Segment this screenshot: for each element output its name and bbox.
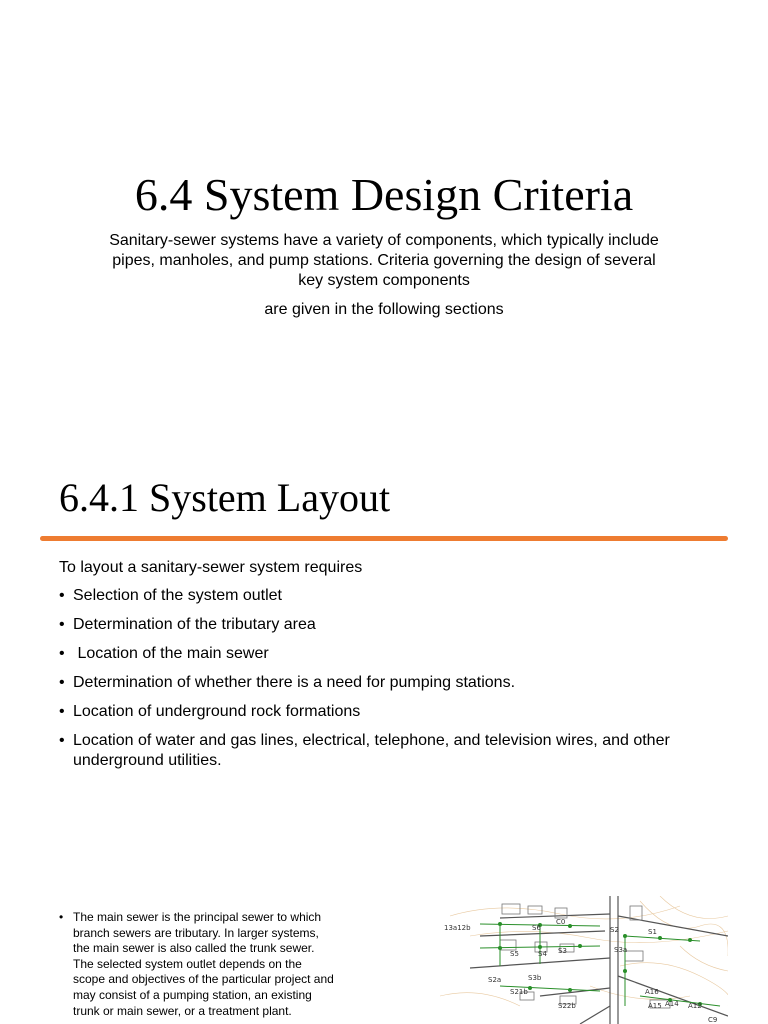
map-label: S3b (528, 974, 542, 982)
map-label: A12 (688, 1002, 702, 1010)
map-label: A15 (648, 1002, 662, 1010)
title-underline (40, 536, 728, 541)
map-label: C0 (556, 918, 566, 926)
list-item: • The main sewer is the principal sewer to which branch sewers are tributary. In larger systems, the main sewer is also called the trunk sewer. The selected system outlet depends on the scope and objectives of the particular project and may consist of a pumping station, an existing trunk or main sewer, or a treatment plant. (59, 910, 334, 1019)
map-label: S5 (510, 950, 519, 958)
map-label: A16 (645, 988, 659, 996)
map-label: S3a (614, 946, 628, 954)
contour-lines (440, 896, 728, 1006)
list-item: • Determination of the tributary area (59, 615, 699, 635)
map-label: A14 (665, 1000, 679, 1008)
list-item: • Determination of whether there is a need for pumping stations. (59, 673, 699, 693)
intro-text: To layout a sanitary-sewer system requires (59, 559, 363, 576)
map-label: S2a (488, 976, 502, 984)
subtitle-line-2: are given in the following sections (264, 301, 504, 318)
slide-title: 6.4 System Design Criteria (134, 169, 634, 220)
list-item: • Selection of the system outlet (59, 586, 699, 606)
map-label: 13a12b (444, 924, 471, 932)
map-label: S21b (510, 988, 528, 996)
slide-subtitle (104, 231, 664, 320)
requirements-list (59, 586, 699, 780)
list-item: • Location of the main sewer (59, 644, 699, 664)
main-sewer-slide (0, 880, 768, 1024)
system-layout-slide (0, 440, 768, 860)
map-label: S2 (610, 926, 619, 934)
map-label: S1 (648, 928, 657, 936)
map-label: S22b (558, 1002, 576, 1010)
slide-title: 6.4.1 System Layout (59, 475, 391, 520)
title-slide (0, 0, 768, 420)
sewer-network-map (440, 896, 728, 1024)
map-label: S3 (558, 947, 567, 955)
list-item: • Location of water and gas lines, electrical, telephone, and television wires, and other underground utilities. (59, 731, 699, 771)
main-sewer-list (59, 910, 334, 1019)
subtitle-line-1: Sanitary-sewer systems have a variety of components, which typically include pipes, manholes, and pump stations. Criteria governing the design of several key system components (109, 232, 659, 289)
map-label: S6 (532, 924, 541, 932)
map-label: S4 (538, 950, 547, 958)
map-label: C9 (708, 1016, 718, 1024)
list-item: • Location of underground rock formations (59, 702, 699, 722)
